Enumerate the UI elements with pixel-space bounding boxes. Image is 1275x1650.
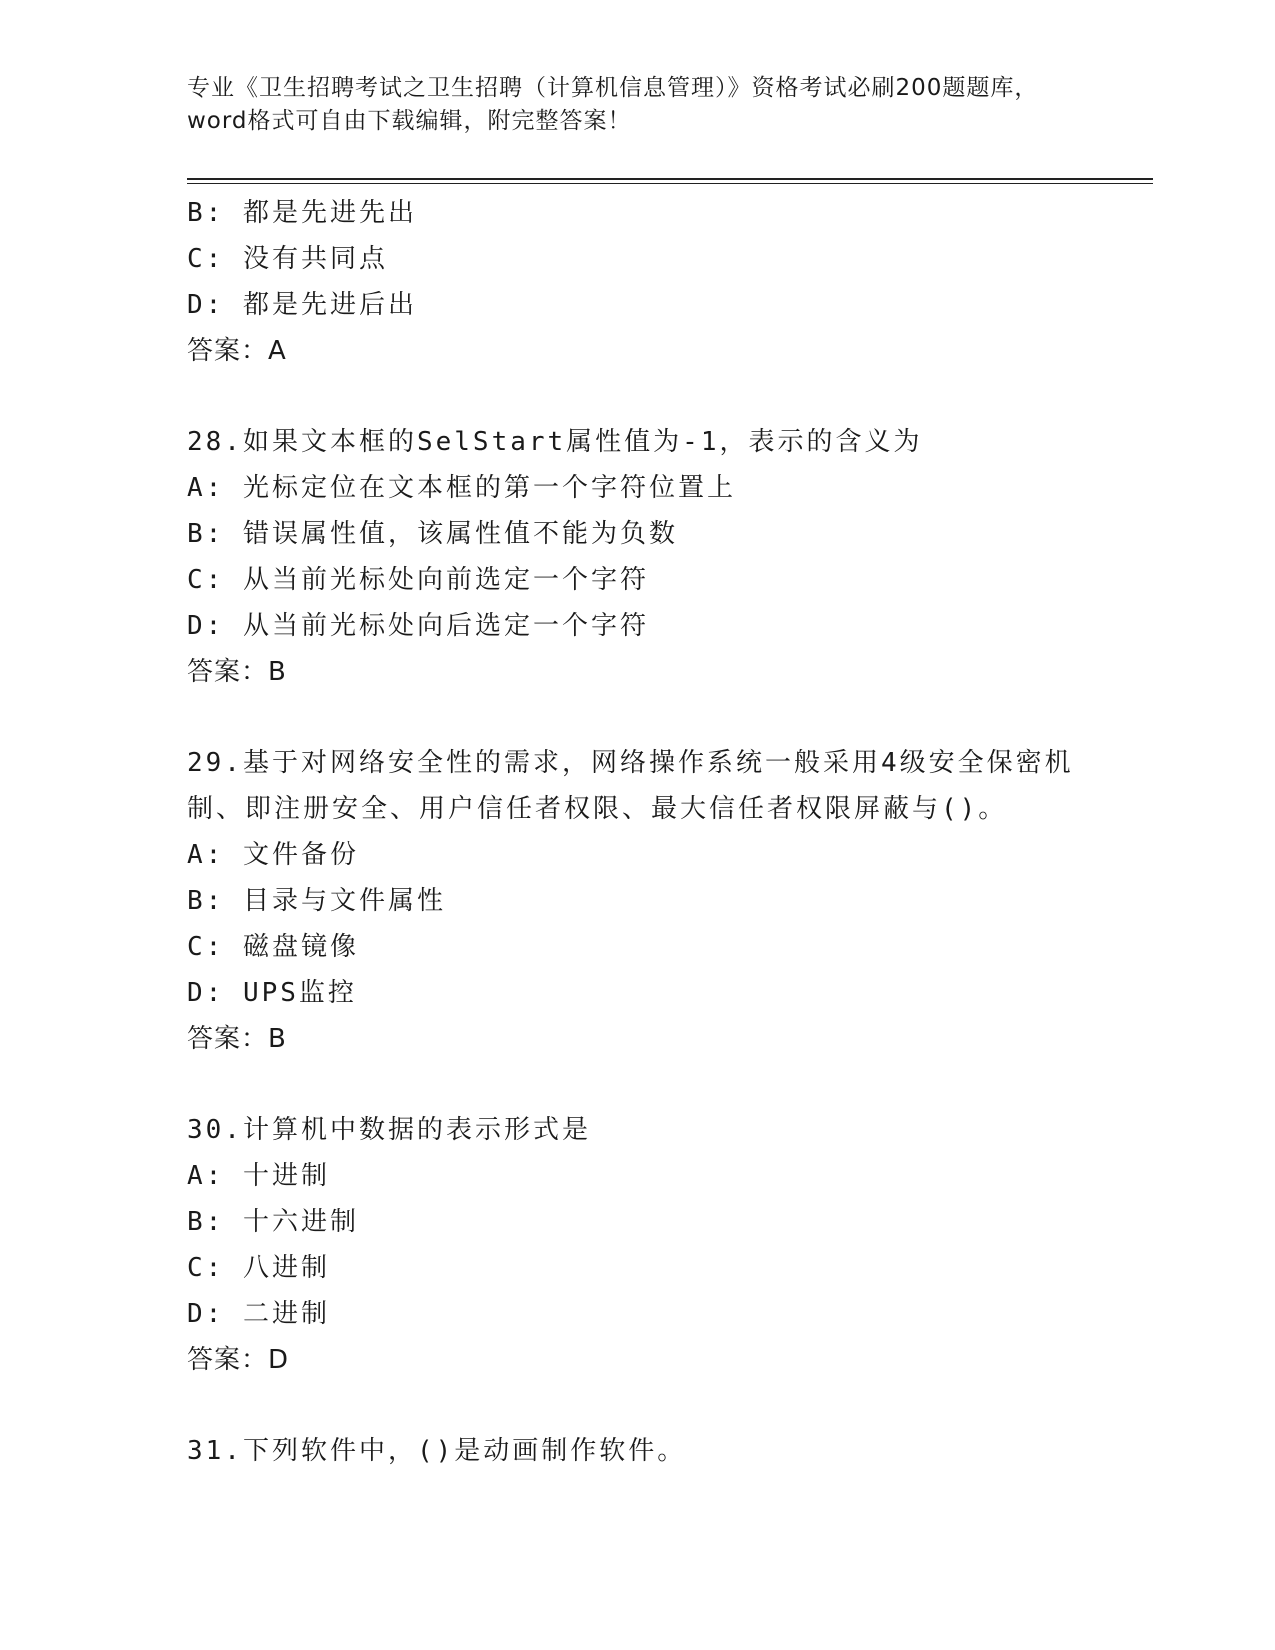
header-line-2: word格式可自由下载编辑，附完整答案！: [187, 108, 632, 134]
option-a: A: 文件备份: [187, 840, 359, 870]
answer-line: 答案：D: [187, 1345, 290, 1375]
question-stem: 29.基于对网络安全性的需求，网络操作系统一般采用4级安全保密机: [187, 748, 1074, 778]
question-stem: 28.如果文本框的SelStart属性值为-1，表示的含义为: [187, 427, 923, 457]
answer-line: 答案：A: [187, 336, 287, 366]
question-stem: 31.下列软件中，()是动画制作软件。: [187, 1436, 687, 1466]
option-b: B: 目录与文件属性: [187, 886, 446, 916]
option-c: C: 磁盘镜像: [187, 932, 359, 962]
option-b: B: 十六进制: [187, 1207, 359, 1237]
option-a: A: 十进制: [187, 1161, 330, 1191]
header-line-1: 专业《卫生招聘考试之卫生招聘（计算机信息管理）》资格考试必刷200题题库，: [187, 75, 1039, 101]
question-31: [187, 1428, 1087, 1474]
question-28: [187, 419, 1087, 695]
question-list: [187, 190, 1087, 1474]
question-29: [187, 740, 1087, 1062]
header-divider: [187, 178, 1153, 184]
answer-line: 答案：B: [187, 1024, 287, 1054]
option-c: C: 八进制: [187, 1253, 330, 1283]
option-d: D: 二进制: [187, 1299, 330, 1329]
option-a: A: 光标定位在文本框的第一个字符位置上: [187, 473, 736, 503]
option-b: B: 错误属性值，该属性值不能为负数: [187, 519, 678, 549]
option-c: C: 从当前光标处向前选定一个字符: [187, 565, 649, 595]
option-d: D: 从当前光标处向后选定一个字符: [187, 611, 649, 641]
option-b: B: 都是先进先出: [187, 198, 417, 228]
question-30: [187, 1107, 1087, 1383]
answer-line: 答案：B: [187, 657, 287, 687]
option-d: D: 都是先进后出: [187, 290, 417, 320]
question-27-continued: [187, 190, 1087, 374]
document-header: [187, 72, 1087, 138]
question-stem-continued: 制、即注册安全、用户信任者权限、最大信任者权限屏蔽与()。: [187, 794, 1008, 824]
option-c: C: 没有共同点: [187, 244, 388, 274]
question-stem: 30.计算机中数据的表示形式是: [187, 1115, 591, 1145]
option-d: D: UPS监控: [187, 978, 357, 1008]
